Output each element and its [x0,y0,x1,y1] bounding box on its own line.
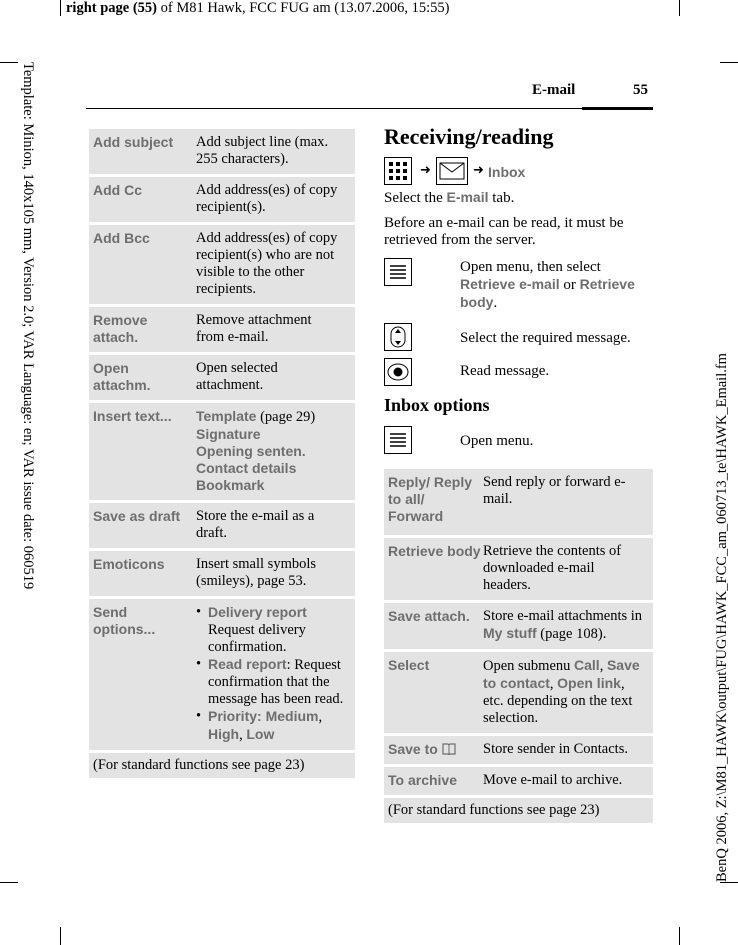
select-tab-text [384,189,654,207]
option-label: Send options... [93,604,156,637]
list-item [196,656,351,708]
option-label: Add Bcc [93,230,150,246]
open-link-option: Open link [557,675,621,691]
inbox-options-table [384,469,653,826]
option-label: To archive [388,772,457,788]
arrow-icon: ➜ [473,163,484,178]
table-footer [89,753,355,778]
desc-text: Store e-mail attachments in [483,608,643,624]
page-number: 55 [633,82,648,98]
table-row [89,599,355,750]
retrieve-body: Retrieve body [460,276,635,310]
send-options-list [196,604,351,744]
delivery-report-desc: Request delivery confirmation. [208,622,306,655]
crop-mark [60,0,61,16]
table-row [384,603,653,649]
desc-text: Open submenu [483,658,575,674]
table-row [89,503,355,548]
read-report-desc: : Request confirmation that the message has been read. [208,657,344,707]
insert-item: Contact details [196,460,297,476]
option-label: Retrieve body [388,543,481,559]
table-row [384,652,653,733]
list-item [196,708,351,744]
contacts-book-icon [442,743,456,755]
option-desc: Insert small symbols (smileys), page 53. [196,556,317,589]
option-label: Emoticons [93,556,165,572]
option-label: Add Cc [93,182,142,198]
option-label: Select [388,657,430,673]
table-row [89,129,355,174]
step-text: or [559,277,580,293]
step-text: Open menu, then select [460,259,601,275]
header-bar [582,107,653,110]
select-suffix: tab. [488,190,515,206]
table-row [89,225,355,304]
print-label-bold: right page (55) [66,0,158,16]
option-desc [483,608,648,643]
left-margin-text: Template: Minion, 140x105 mm, Version 2.0; VAR Language: en; VAR issue date: 060519 [20,62,36,590]
option-label: Reply/ Reply to all/ Forward [388,474,473,524]
menu-key-icon [384,426,412,454]
step-read-message: Read message. [460,363,550,379]
left-margin-note [22,62,38,882]
my-stuff: My stuff [483,625,537,641]
option-label: Remove attach. [93,312,148,345]
option-desc: Store the e-mail as a draft. [196,508,315,541]
option-desc: Send reply or forward e-mail. [483,474,626,507]
crop-mark [60,927,61,945]
intro-text: Before an e-mail can be read, it must be retrieved from the server. [384,215,624,248]
retrieve-email: Retrieve e-mail [460,276,560,292]
option-label: Add subject [93,134,174,150]
email-tab: E-mail [446,189,489,205]
table-row [384,538,653,600]
option-desc: Add address(es) of copy recipient(s) who are not visible to the other recipients. [196,230,338,297]
right-margin-note [712,62,728,882]
option-label: Insert text... [93,408,172,424]
center-key-icon [384,358,412,386]
step-open-menu-retrieve [460,259,652,312]
insert-item: Opening senten. [196,443,306,459]
priority-high: High [208,726,240,742]
insert-item: Bookmark [196,477,265,493]
footer-text: (For standard functions see page 23) [388,802,600,818]
option-label [384,741,483,758]
print-label-rest: of M81 Hawk, FCC FUG am (13.07.2006, 15:55) [157,0,450,16]
insert-item: Signature [196,426,261,442]
table-row [89,307,355,352]
table-footer [384,798,653,823]
option-desc: Move e-mail to archive. [483,772,623,788]
read-report: Read report [208,656,287,672]
table-row [89,403,355,500]
section-heading: Receiving/reading [384,124,554,149]
step-open-menu: Open menu. [460,433,534,449]
option-desc: Store sender in Contacts. [483,741,628,757]
right-margin-text: BenQ 2006, Z:\M81_HAWK\output\FUG\HAWK_FCC_am_060713_te\HAWK_Email.fm [714,353,730,882]
option-desc [196,408,351,494]
table-row [89,177,355,222]
separator: , [599,658,607,674]
select-prefix: Select the [384,190,447,206]
option-label: Save as draft [93,508,181,524]
arrow-icon: ➜ [420,163,431,178]
separator: , [239,727,247,743]
separator: , [549,676,558,692]
list-item [196,604,351,656]
subsection-heading: Inbox options [384,395,490,415]
crop-mark [679,927,680,945]
option-desc: Retrieve the contents of downloaded e-mail headers. [483,543,622,593]
option-desc: Remove attachment from e-mail. [196,312,312,345]
crop-mark [720,882,738,883]
table-row [89,355,355,400]
option-label: Save attach. [388,608,470,624]
option-label: Open attachm. [93,360,151,393]
menu-grid-icon [384,157,412,185]
template-term: Template [196,408,257,424]
footer-text: (For standard functions see page 23) [93,757,305,773]
crop-mark [0,62,18,63]
step-text: . [493,295,498,311]
option-desc [483,657,648,727]
call-option: Call [574,657,600,673]
desc-text: , etc. depending on the text selection. [483,676,633,726]
save-to-label: Save to [388,741,438,757]
navigation-key-icon [384,323,412,351]
page-header [86,82,653,109]
option-desc: Add address(es) of copy recipient(s). [196,182,338,215]
template-ref: (page 29) [256,409,316,425]
delivery-report: Delivery report [208,604,307,620]
template-line [196,408,351,426]
section-title: E-mail [532,82,576,98]
menu-key-icon [384,258,412,286]
table-row [384,469,653,535]
priority-medium: Priority: Medium [208,708,319,724]
crop-mark [0,882,18,883]
inbox-path-item: Inbox [488,164,526,180]
priority-low: Low [246,726,275,742]
option-desc: Open selected attachment. [196,360,278,393]
save-to-contact-option: Save to contact [483,657,640,691]
desc-text: (page 108). [536,626,607,642]
step-select-message: Select the required message. [460,330,631,346]
crop-mark [679,0,680,16]
print-label [66,0,449,17]
table-row [384,767,653,795]
envelope-icon [436,157,468,185]
table-row [384,736,653,764]
table-row [89,551,355,596]
option-desc [196,604,351,744]
separator: , [318,709,323,725]
option-desc: Add subject line (max. 255 characters). [196,134,329,167]
compose-options-table [89,129,355,781]
